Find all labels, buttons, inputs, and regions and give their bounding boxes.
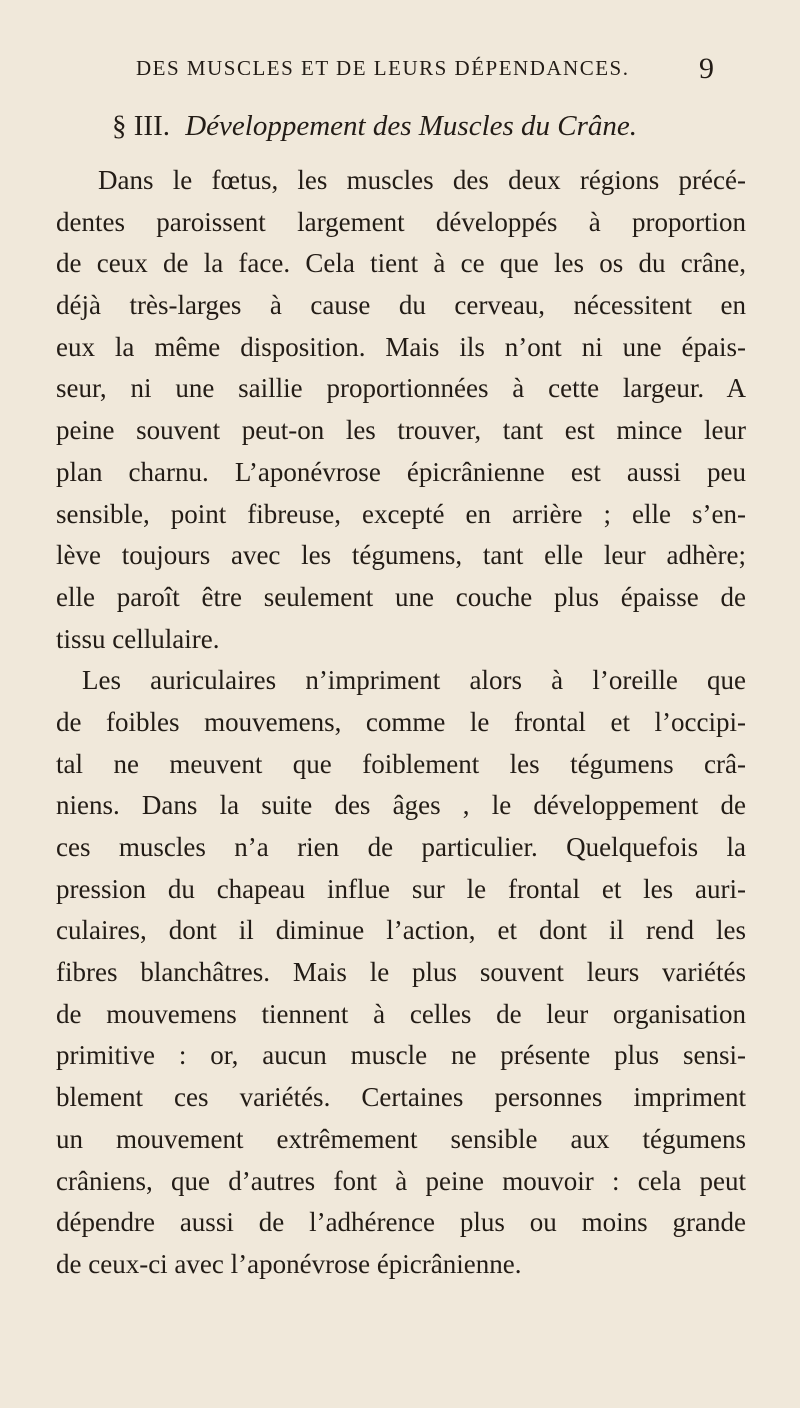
text-line: un mouvement extrêmement sensible aux tégumens bbox=[56, 1123, 746, 1154]
text-line: dépendre aussi de l’adhérence plus ou moins grande bbox=[56, 1207, 746, 1238]
paragraph bbox=[56, 160, 746, 660]
text-line: déjà très-larges à cause du cerveau, nécessitent en bbox=[56, 290, 746, 321]
text-line: tal ne meuvent que foiblement les tégumens crâ- bbox=[56, 748, 746, 779]
section-mark: § bbox=[112, 110, 127, 142]
text-line: lève toujours avec les tégumens, tant elle leur adhère; bbox=[56, 540, 746, 571]
text-line: ces muscles n’a rien de particulier. Quelquefois la bbox=[56, 832, 746, 862]
text-line: de mouvemens tiennent à celles de leur organisation bbox=[56, 998, 746, 1029]
text-line: niens. Dans la suite des âges , le développement de bbox=[56, 790, 746, 821]
text-line: primitive : or, aucun muscle ne présente plus sensi- bbox=[56, 1040, 746, 1071]
text-line: peine souvent peut-on les trouver, tant est mince leur bbox=[56, 415, 746, 446]
text-line: eux la même disposition. Mais ils n’ont ni une épais- bbox=[56, 331, 746, 362]
text-line: tissu cellulaire. bbox=[56, 623, 220, 654]
section-number: III. bbox=[133, 110, 170, 142]
running-title: DES MUSCLES ET DE LEURS DÉPENDANCES. bbox=[136, 56, 630, 80]
running-head bbox=[104, 52, 714, 96]
text-line: seur, ni une saillie proportionnées à cette largeur. A bbox=[56, 373, 746, 404]
text-line: pression du chapeau influe sur le frontal et les auri- bbox=[56, 873, 746, 904]
page-number: 9 bbox=[699, 52, 714, 85]
text-line: sensible, point fibreuse, excepté en arrière ; elle s’en- bbox=[56, 498, 746, 529]
text-line: blement ces variétés. Certaines personnes impriment bbox=[56, 1082, 746, 1113]
text-line: de foibles mouvemens, comme le frontal et l’occipi- bbox=[56, 706, 746, 737]
text-line: elle paroît être seulement une couche plus épaisse de bbox=[56, 581, 746, 612]
text-line: plan charnu. L’aponévrose épicrânienne est aussi peu bbox=[56, 456, 746, 487]
text-line: culaires, dont il diminue l’action, et dont il rend les bbox=[56, 915, 746, 946]
body-text bbox=[56, 160, 746, 1286]
section-title bbox=[112, 110, 732, 143]
text-line: dentes paroissent largement développés à proportion bbox=[56, 206, 746, 237]
text-line: Dans le fœtus, les muscles des deux régions précé- bbox=[98, 165, 746, 195]
text-line: fibres blanchâtres. Mais le plus souvent leurs variétés bbox=[56, 957, 746, 988]
text-line: crâniens, que d’autres font à peine mouvoir : cela peut bbox=[56, 1165, 746, 1196]
text-line: de ceux de la face. Cela tient à ce que les os du crâne, bbox=[56, 248, 746, 279]
text-line: Les auriculaires n’impriment alors à l’oreille que bbox=[82, 665, 746, 696]
text-line: de ceux-ci avec l’aponévrose épicrânienne. bbox=[56, 1248, 522, 1279]
section-title-text: Développement des Muscles du Crâne. bbox=[185, 110, 638, 142]
paragraph bbox=[56, 660, 746, 1285]
